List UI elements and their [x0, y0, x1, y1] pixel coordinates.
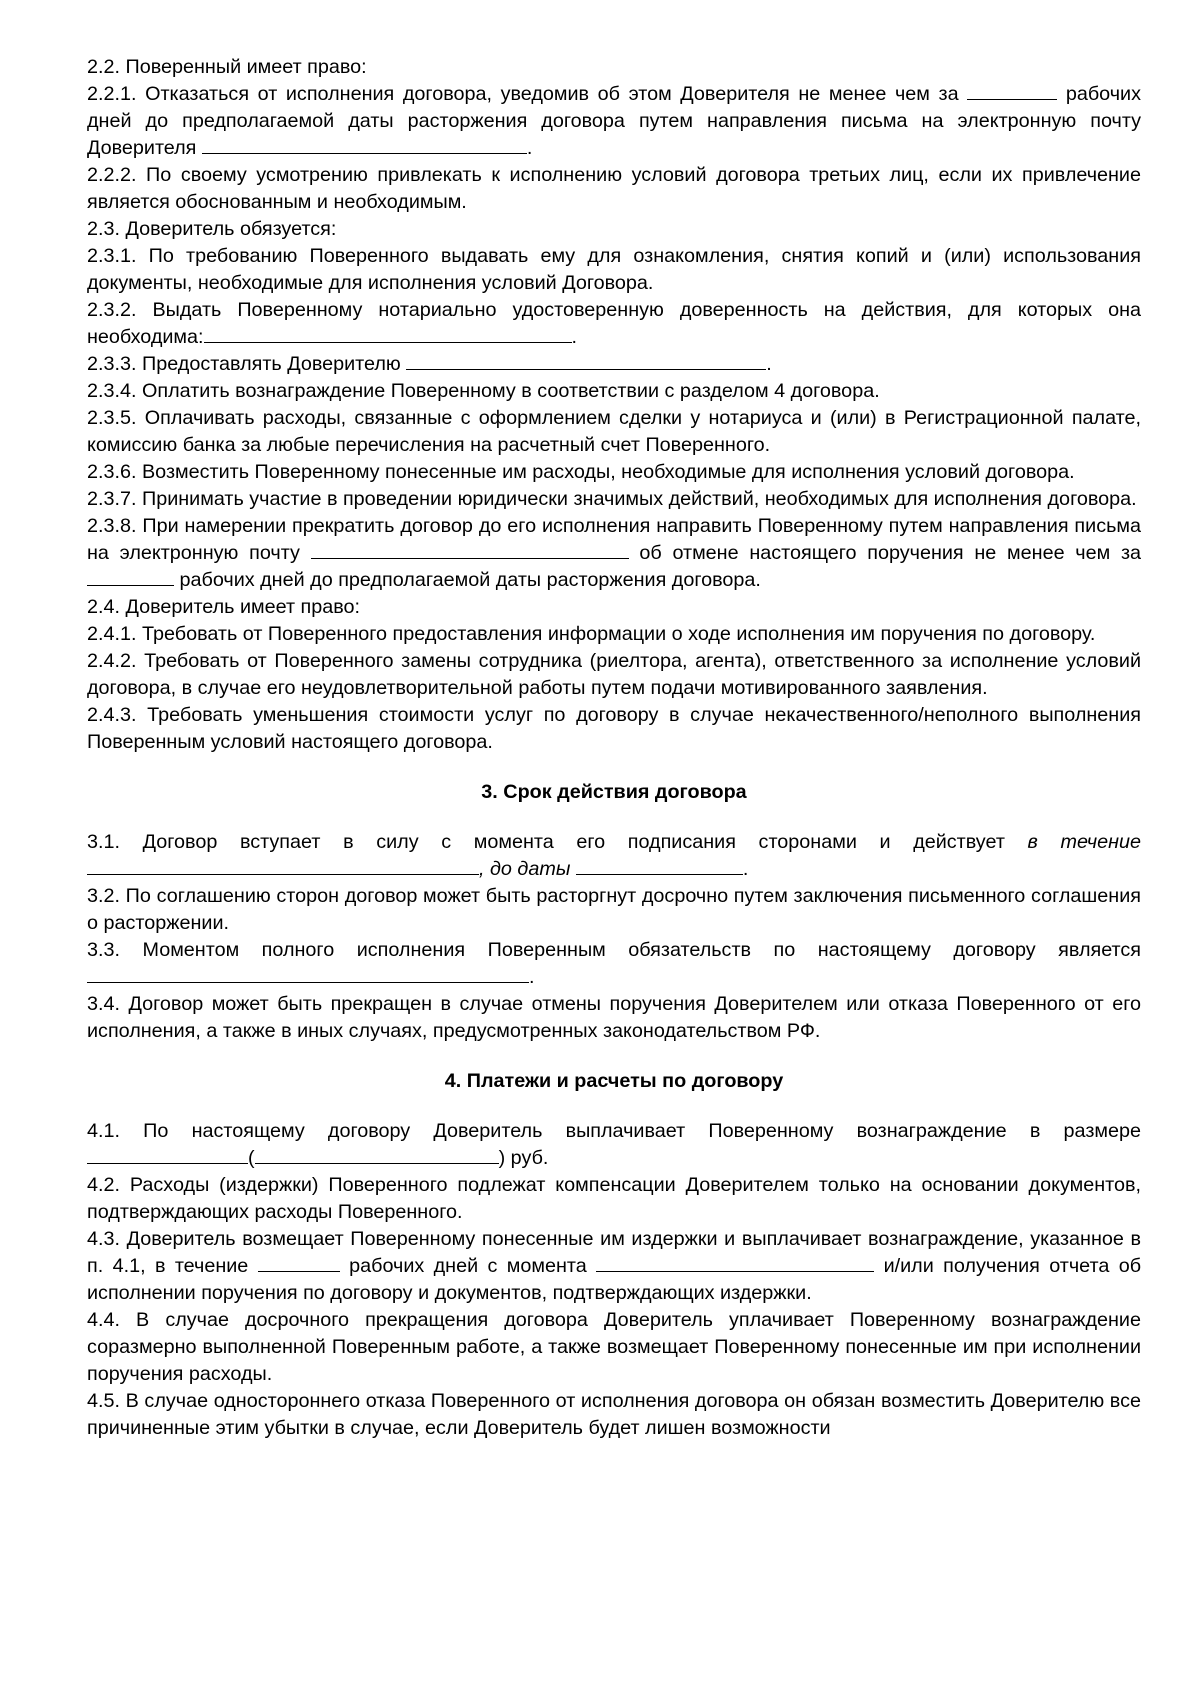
- clause-2-2-1: 2.2.1. Отказаться от исполнения договора, уведомив об этом Доверителя не менее чем за рабочих дней до предполагаемой даты расторжения договора путем направления письма на электронную почту Доверителя .: [87, 83, 1141, 159]
- clause-2-3-6: 2.3.6. Возместить Поверенному понесенные им расходы, необходимые для исполнения условий договора.: [87, 461, 1075, 483]
- blank-field-fulfillment-moment[interactable]: [87, 982, 529, 983]
- clause-2-2-2: 2.2.2. По своему усмотрению привлекать к исполнению условий договора третьих лиц, если их привлечение является обоснованным и необходимым.: [87, 164, 1141, 213]
- clause-2-3-1: 2.3.1. По требованию Поверенного выдавать ему для ознакомления, снятия копий и (или) использования документы, необходимые для исполнения условий Договора.: [87, 245, 1141, 294]
- clause-4-1-currency: ) руб.: [498, 1147, 549, 1169]
- blank-field-fee-amount-words[interactable]: [255, 1163, 499, 1164]
- clause-3-1-text: 3.1. Договор вступает в силу с момента его подписания сторонами и действует: [87, 831, 1005, 853]
- blank-field-payment-days[interactable]: [258, 1271, 340, 1272]
- clause-2-2-1-text-a: 2.2.1. Отказаться от исполнения договора, уведомив об этом Доверителя не менее чем за: [87, 83, 959, 105]
- clause-2-4-1: 2.4.1. Требовать от Поверенного предоставления информации о ходе исполнения им поручения по договору.: [87, 623, 1096, 645]
- clause-2-4-2: 2.4.2. Требовать от Поверенного замены сотрудника (риелтора, агента), ответственного за исполнение условий договора, в случае его неудовлетворительной работы путем подачи мотивированного заявления.: [87, 650, 1141, 699]
- blank-field-power-of-attorney-actions[interactable]: [204, 342, 572, 343]
- clause-4-3-text-b: рабочих дней с момента: [349, 1255, 587, 1277]
- blank-field-attorney-email[interactable]: [311, 558, 629, 559]
- clause-3-1-italic-until: , до даты: [479, 858, 571, 880]
- blank-field-termination-notice-days[interactable]: [87, 585, 174, 586]
- blank-field-term-end-date[interactable]: [576, 874, 743, 875]
- clause-2-3-3: 2.3.3. Предоставлять Доверителю .: [87, 353, 772, 375]
- clause-2-3-2-text: 2.3.2. Выдать Поверенному нотариально удостоверенную доверенность на действия, для которых она необходима:: [87, 299, 1141, 348]
- clause-3-1: 3.1. Договор вступает в силу с момента его подписания сторонами и действует в течение , до даты .: [87, 831, 1141, 880]
- clause-2-4-title: 2.4. Доверитель имеет право:: [87, 596, 361, 618]
- clause-4-1-text: 4.1. По настоящему договору Доверитель выплачивает Поверенному вознаграждение в размере: [87, 1120, 1141, 1142]
- clause-2-3-2: 2.3.2. Выдать Поверенному нотариально удостоверенную доверенность на действия, для которых она необходима: .: [87, 299, 1141, 348]
- clause-3-4: 3.4. Договор может быть прекращен в случае отмены поручения Доверителем или отказа Поверенного от его исполнения, а также в иных случаях, предусмотренных законодательством РФ.: [87, 993, 1141, 1042]
- clause-2-2-title: 2.2. Поверенный имеет право:: [87, 56, 367, 78]
- clause-2-3-7: 2.3.7. Принимать участие в проведении юридически значимых действий, необходимых для исполнения договора.: [87, 488, 1137, 510]
- clause-3-2: 3.2. По соглашению сторон договор может быть расторгнут досрочно путем заключения письменного соглашения о расторжении.: [87, 885, 1141, 934]
- clause-2-3-8-text-a: 2.3.8. При намерении прекратить договор до его исполнения направить Поверенному путем направления письма на электронную почту: [87, 515, 1141, 564]
- blank-field-fee-amount[interactable]: [87, 1163, 248, 1164]
- section-3-heading: 3. Срок действия договора: [481, 781, 747, 803]
- clause-2-4-3: 2.4.3. Требовать уменьшения стоимости услуг по договору в случае некачественного/неполного выполнения Поверенным условий настоящего договора.: [87, 704, 1141, 753]
- blank-field-term-duration[interactable]: [87, 874, 479, 875]
- clause-4-5: 4.5. В случае одностороннего отказа Поверенного от исполнения договора он обязан возместить Доверителю все причиненные этим убытки в случае, если Доверитель будет лишен возможности: [87, 1390, 1141, 1439]
- clause-4-3: [87, 1226, 1141, 1307]
- blank-field-notice-days[interactable]: [967, 99, 1057, 100]
- clause-2-3-8-text-c: рабочих дней до предполагаемой даты расторжения договора.: [179, 569, 761, 591]
- clause-2-3-8-text-b: об отмене настоящего поручения не менее чем за: [639, 542, 1142, 564]
- clause-2-3-3-text: 2.3.3. Предоставлять Доверителю: [87, 353, 401, 375]
- clause-2-2-1-text-b: рабочих дней до предполагаемой даты расторжения договора путем направления письма на электронную почту Доверителя: [87, 83, 1141, 159]
- clause-4-1: 4.1. По настоящему договору Доверитель выплачивает Поверенному вознаграждение в размере ( ) руб.: [87, 1120, 1141, 1169]
- blank-field-payment-start-event[interactable]: [596, 1271, 874, 1272]
- clause-3-1-italic-during: в течение: [1027, 831, 1141, 853]
- blank-field-principal-email[interactable]: [202, 153, 527, 154]
- clause-3-3-text: 3.3. Моментом полного исполнения Поверенным обязательств по настоящему договору является: [87, 939, 1141, 961]
- blank-field-provide-to-principal[interactable]: [406, 369, 766, 370]
- section-4-heading: 4. Платежи и расчеты по договору: [444, 1070, 784, 1092]
- clause-3-3: 3.3. Моментом полного исполнения Поверенным обязательств по настоящему договору является .: [87, 939, 1141, 988]
- clause-2-3-5: 2.3.5. Оплачивать расходы, связанные с оформлением сделки у нотариуса и (или) в Регистрационной палате, комиссию банка за любые перечисления на расчетный счет Поверенного.: [87, 407, 1141, 456]
- clause-2-3-title: 2.3. Доверитель обязуется:: [87, 218, 337, 240]
- clause-4-3-text-c: и/или получения отчета об исполнении поручения по договору и документов, подтверждающих издержки.: [87, 1255, 1142, 1304]
- clause-4-4: 4.4. В случае досрочного прекращения договора Доверитель уплачивает Поверенному вознаграждение соразмерно выполненной Поверенным работе, а также возмещает Поверенному понесенные им при исполнении поручения расходы.: [87, 1309, 1141, 1385]
- clause-4-2: 4.2. Расходы (издержки) Поверенного подлежат компенсации Доверителем только на основании документов, подтверждающих расходы Поверенного.: [87, 1174, 1141, 1223]
- clause-2-3-4: 2.3.4. Оплатить вознаграждение Поверенному в соответствии с разделом 4 договора.: [87, 380, 880, 402]
- clause-2-3-8: [87, 513, 1141, 594]
- clause-4-3-text-a: 4.3. Доверитель возмещает Поверенному понесенные им издержки и выплачивает вознаграждение, указанное в п. 4.1, в течение: [87, 1228, 1141, 1277]
